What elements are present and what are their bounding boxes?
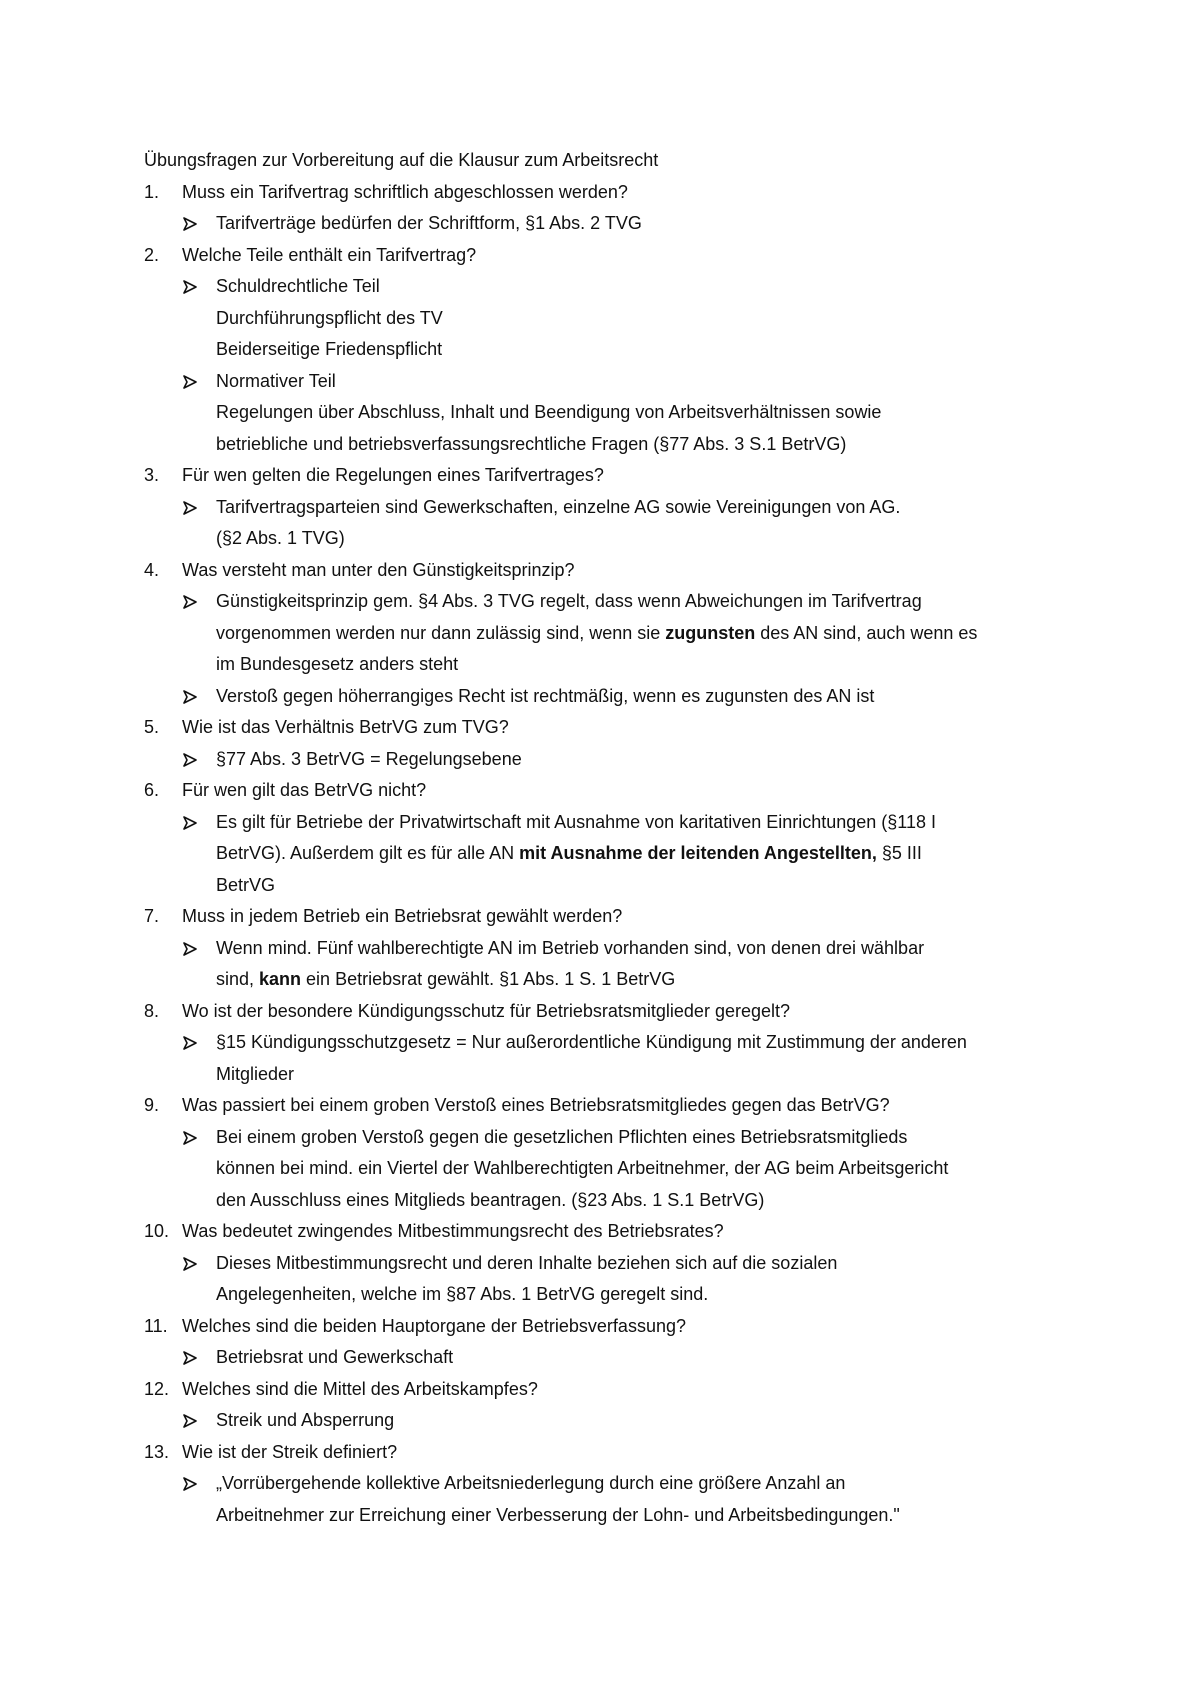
answer-text: Tarifverträge bedürfen der Schriftform, §1 Abs. 2 TVG — [216, 213, 642, 233]
question-item — [144, 775, 1084, 807]
question-item — [144, 996, 1084, 1028]
question-text: Was bedeutet zwingendes Mitbestimmungsrecht des Betriebsrates? — [182, 1221, 724, 1241]
arrow-bullet-icon — [183, 595, 197, 609]
arrow-bullet-icon — [183, 753, 197, 767]
answer-line — [216, 1405, 1096, 1437]
question-text: Welches sind die beiden Hauptorgane der Betriebsverfassung? — [182, 1315, 686, 1336]
arrow-bullet — [183, 586, 205, 609]
arrow-bullet-icon — [183, 1257, 197, 1271]
question-text: Wo ist der besondere Kündigungsschutz für Betriebsratsmitglieder geregelt? — [182, 1000, 791, 1021]
question-text: Für wen gelten die Regelungen eines Tarifvertrages? — [182, 465, 604, 485]
arrow-bullet-icon — [183, 1351, 197, 1365]
answer-text: ein Betriebsrat gewählt. §1 Abs. 1 S. 1 BetrVG — [301, 969, 676, 989]
question-text: Welche Teile enthält ein Tarifvertrag? — [182, 244, 477, 265]
answer-line — [216, 1059, 1096, 1091]
answer-text: vorgenommen werden nur dann zulässig sind, wenn sie — [216, 622, 666, 643]
answer-text: BetrVG). Außerdem gilt es für alle AN — [216, 843, 520, 863]
answer-line — [216, 208, 1096, 240]
question-text: Was passiert bei einem groben Verstoß eines Betriebsratsmitgliedes gegen das BetrVG? — [182, 1095, 890, 1115]
answer-text: Angelegenheiten, welche im §87 Abs. 1 BetrVG geregelt sind. — [216, 1284, 709, 1304]
arrow-bullet — [183, 1248, 205, 1271]
answer-text: Tarifvertragsparteien sind Gewerkschaften, einzelne AG sowie Vereinigungen von AG. — [216, 496, 901, 517]
answer-text: des AN sind, auch wenn es — [755, 622, 978, 643]
arrow-bullet — [183, 271, 205, 294]
arrow-bullet-icon — [183, 1131, 197, 1145]
question-number: 2. — [144, 244, 160, 265]
answer-text: Günstigkeitsprinzip gem. §4 Abs. 3 TVG regelt, dass wenn Abweichungen im Tarifvertrag — [216, 591, 922, 611]
question-text: Muss in jedem Betrieb ein Betriebsrat gewählt werden? — [182, 906, 623, 926]
answer-line — [216, 303, 1096, 335]
answer-line — [216, 933, 1096, 965]
answer-text: §15 Kündigungsschutzgesetz = Nur außerordentliche Kündigung mit Zustimmung der anderen — [216, 1032, 967, 1052]
answer-text: Arbeitnehmer zur Erreichung einer Verbesserung der Lohn- und Arbeitsbedingungen." — [216, 1504, 900, 1525]
arrow-bullet — [183, 681, 205, 704]
answer-text: Betriebsrat und Gewerkschaft — [216, 1347, 454, 1367]
question-item — [144, 1090, 1084, 1122]
question-item — [144, 1311, 1084, 1343]
arrow-bullet — [183, 366, 205, 389]
question-text: Für wen gilt das BetrVG nicht? — [182, 780, 427, 800]
question-item — [144, 240, 1084, 272]
answer-text: können bei mind. ein Viertel der Wahlberechtigten Arbeitnehmer, der AG beim Arbeitsgericht — [216, 1158, 949, 1178]
answer-line — [216, 397, 1096, 429]
question-item — [144, 712, 1084, 744]
answer-line — [216, 586, 1096, 618]
arrow-bullet — [183, 1405, 205, 1428]
answer-line — [216, 1279, 1096, 1311]
answer-text: §77 Abs. 3 BetrVG = Regelungsebene — [216, 748, 522, 769]
question-item — [144, 901, 1084, 933]
arrow-bullet — [183, 933, 205, 956]
answer-text: „Vorrübergehende kollektive Arbeitsniederlegung durch eine größere Anzahl an — [216, 1473, 846, 1493]
answer-line — [216, 870, 1096, 902]
answer-line — [216, 271, 1096, 303]
arrow-bullet-icon — [183, 690, 197, 704]
answer-line — [216, 744, 1096, 776]
question-text: Wie ist der Streik definiert? — [182, 1441, 398, 1462]
arrow-bullet-icon — [183, 280, 197, 294]
answer-line — [216, 1122, 1096, 1154]
answer-text: (§2 Abs. 1 TVG) — [216, 528, 345, 548]
answer-line — [216, 1185, 1096, 1217]
question-number: 11. — [144, 1315, 168, 1336]
arrow-bullet — [183, 1468, 205, 1491]
arrow-bullet — [183, 807, 205, 830]
answer-line — [216, 618, 1096, 650]
question-number: 10. — [144, 1221, 170, 1241]
answer-text: kann — [259, 969, 302, 989]
arrow-bullet — [183, 1027, 205, 1050]
arrow-bullet — [183, 1122, 205, 1145]
arrow-bullet-icon — [183, 1414, 197, 1428]
answer-text: Regelungen über Abschluss, Inhalt und Beendigung von Arbeitsverhältnissen sowie — [216, 402, 882, 422]
arrow-bullet-icon — [183, 1036, 197, 1050]
answer-line — [216, 334, 1096, 366]
arrow-bullet — [183, 1342, 205, 1365]
arrow-bullet — [183, 492, 205, 515]
question-item — [144, 555, 1084, 587]
answer-text: Mitglieder — [216, 1063, 295, 1084]
answer-line — [216, 523, 1096, 555]
answer-line — [216, 366, 1096, 398]
answer-text: Beiderseitige Friedenspflicht — [216, 339, 443, 359]
answer-line — [216, 681, 1096, 713]
answer-line — [216, 1027, 1096, 1059]
answer-line — [216, 1468, 1096, 1500]
answer-line — [216, 1500, 1096, 1532]
question-number: 4. — [144, 559, 160, 580]
arrow-bullet — [183, 744, 205, 767]
question-item — [144, 1437, 1084, 1469]
answer-text: BetrVG — [216, 874, 276, 895]
question-text: Wie ist das Verhältnis BetrVG zum TVG? — [182, 717, 509, 737]
answer-line — [216, 649, 1096, 681]
answer-text: Normativer Teil — [216, 370, 336, 391]
answer-line — [216, 838, 1096, 870]
question-number: 12. — [144, 1378, 170, 1399]
answer-text: Verstoß gegen höherrangiges Recht ist rechtmäßig, wenn es zugunsten des AN ist — [216, 685, 875, 706]
answer-line — [216, 807, 1096, 839]
answer-text: im Bundesgesetz anders steht — [216, 654, 459, 674]
question-item — [144, 177, 1084, 209]
arrow-bullet-icon — [183, 942, 197, 956]
question-number: 6. — [144, 780, 160, 800]
arrow-bullet-icon — [183, 375, 197, 389]
answer-text: Streik und Absperrung — [216, 1410, 395, 1430]
arrow-bullet-icon — [183, 217, 197, 231]
question-item — [144, 460, 1084, 492]
answer-line — [216, 1342, 1096, 1374]
question-number: 7. — [144, 906, 160, 926]
question-text: Was versteht man unter den Günstigkeitsprinzip? — [182, 559, 575, 580]
answer-text: Wenn mind. Fünf wahlberechtigte AN im Betrieb vorhanden sind, von denen drei wählbar — [216, 937, 925, 958]
arrow-bullet — [183, 208, 205, 231]
answer-line — [216, 429, 1096, 461]
answer-text: Bei einem groben Verstoß gegen die gesetzlichen Pflichten eines Betriebsratsmitglieds — [216, 1126, 908, 1147]
answer-text: sind, — [216, 969, 260, 989]
answer-line — [216, 1248, 1096, 1280]
arrow-bullet-icon — [183, 501, 197, 515]
answer-line — [216, 964, 1096, 996]
question-number: 9. — [144, 1095, 160, 1115]
answer-text: Durchführungspflicht des TV — [216, 307, 443, 328]
answer-text: mit Ausnahme der leitenden Angestellten, — [519, 843, 877, 863]
question-number: 8. — [144, 1000, 160, 1021]
question-number: 13. — [144, 1441, 170, 1462]
answer-text: Dieses Mitbestimmungsrecht und deren Inhalte beziehen sich auf die sozialen — [216, 1252, 838, 1273]
answer-text: den Ausschluss eines Mitglieds beantragen. (§23 Abs. 1 S.1 BetrVG) — [216, 1189, 765, 1210]
answer-text: Es gilt für Betriebe der Privatwirtschaft mit Ausnahme von karitativen Einrichtungen (§118 I — [216, 811, 937, 832]
question-number: 5. — [144, 717, 160, 737]
answer-text: Schuldrechtliche Teil — [216, 276, 380, 296]
answer-line — [216, 492, 1096, 524]
question-text: Muss ein Tarifvertrag schriftlich abgeschlossen werden? — [182, 181, 628, 202]
document-title: Übungsfragen zur Vorbereitung auf die Klausur zum Arbeitsrecht — [144, 150, 659, 170]
arrow-bullet-icon — [183, 816, 197, 830]
answer-line — [216, 1153, 1096, 1185]
question-item — [144, 1374, 1084, 1406]
question-item — [144, 1216, 1084, 1248]
answer-text: §5 III — [876, 843, 922, 863]
question-number: 1. — [144, 181, 160, 202]
answer-text: zugunsten — [665, 622, 756, 643]
question-text: Welches sind die Mittel des Arbeitskampfes? — [182, 1378, 538, 1399]
answer-text: betriebliche und betriebsverfassungsrechtliche Fragen (§77 Abs. 3 S.1 BetrVG) — [216, 433, 847, 454]
question-number: 3. — [144, 465, 160, 485]
arrow-bullet-icon — [183, 1477, 197, 1491]
